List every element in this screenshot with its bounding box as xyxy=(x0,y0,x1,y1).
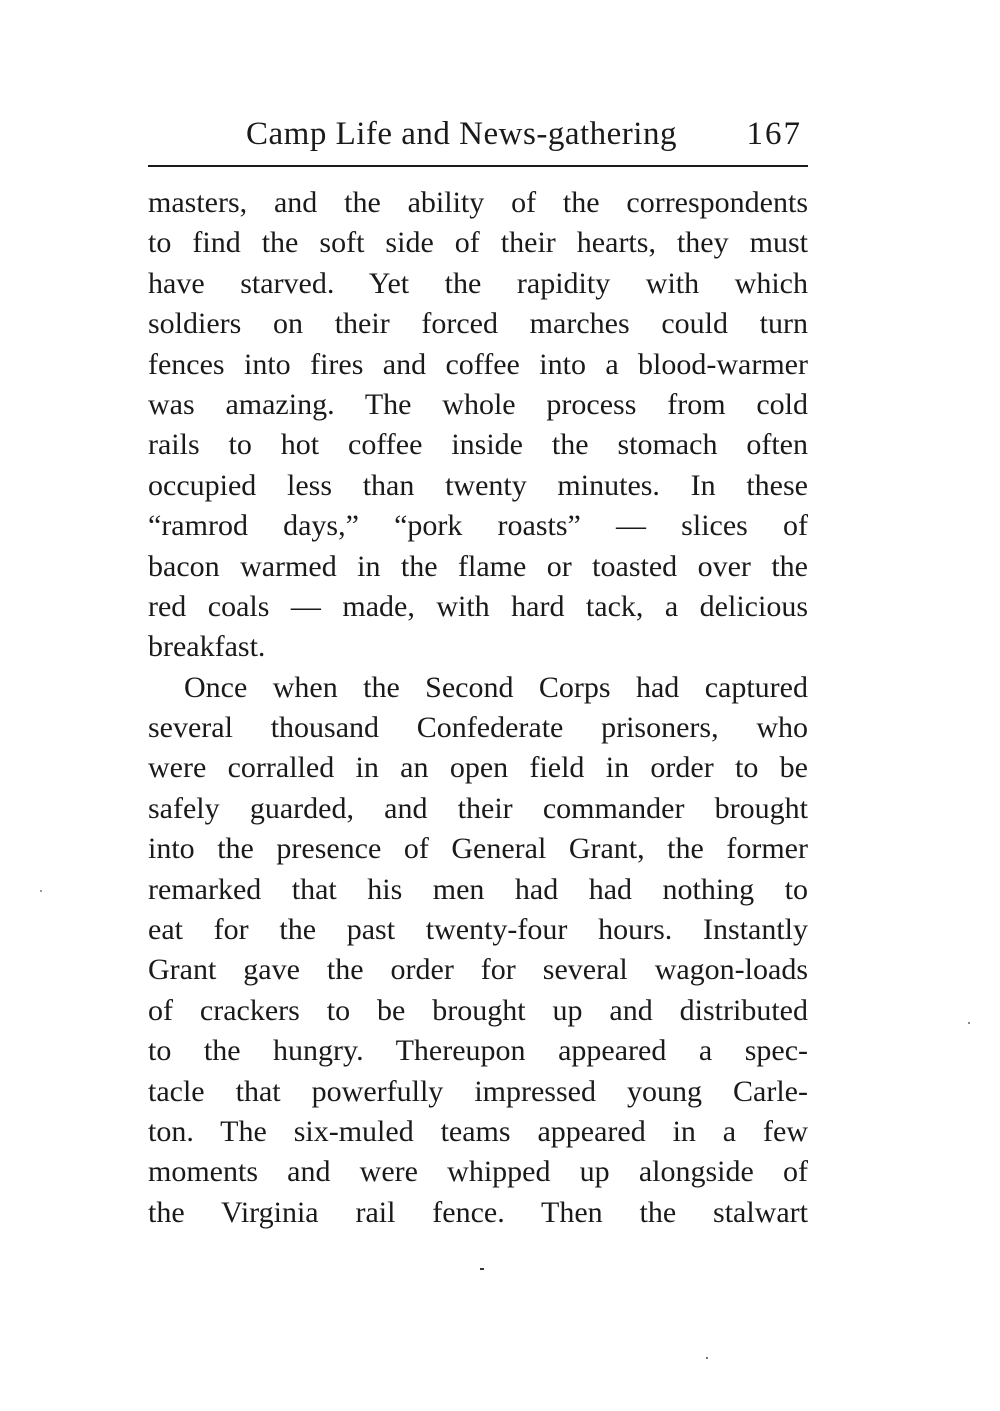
scan-speck xyxy=(40,890,42,892)
text-line: to the hungry. Thereupon appeared a spec- xyxy=(148,1034,808,1068)
text-line: the Virginia rail fence. Then the stalwart xyxy=(148,1195,808,1229)
text-line: fences into fires and coffee into a blood-warmer xyxy=(148,347,808,381)
scan-speck xyxy=(480,1268,484,1270)
text-line: to find the soft side of their hearts, they must xyxy=(148,226,808,260)
text-line: rails to hot coffee inside the stomach often xyxy=(148,428,808,462)
text-line: safely guarded, and their commander brought xyxy=(148,791,808,825)
text-line: was amazing. The whole process from cold xyxy=(148,387,808,421)
text-line: red coals — made, with hard tack, a delicious xyxy=(148,589,808,623)
text-line: remarked that his men had had nothing to xyxy=(148,872,808,906)
text-line: occupied less than twenty minutes. In these xyxy=(148,468,808,502)
text-line: masters, and the ability of the correspondents xyxy=(148,186,808,219)
running-head-title: Camp Life and News-gathering xyxy=(246,116,677,152)
header-rule xyxy=(148,165,808,167)
text-line: moments and were whipped up alongside of xyxy=(148,1155,808,1189)
text-line: ton. The six-muled teams appeared in a few xyxy=(148,1114,808,1148)
scan-speck xyxy=(968,1022,970,1024)
scan-speck xyxy=(706,1357,708,1359)
text-line: of crackers to be brought up and distributed xyxy=(148,993,808,1027)
body-text xyxy=(148,183,808,1233)
text-line: tacle that powerfully impressed young Carle- xyxy=(148,1074,808,1108)
text-line: eat for the past twenty-four hours. Instantly xyxy=(148,913,808,947)
text-line: have starved. Yet the rapidity with which xyxy=(148,266,808,300)
paragraph-start-line: Once when the Second Corps had captured xyxy=(184,670,808,704)
text-line: soldiers on their forced marches could turn xyxy=(148,307,808,341)
text-line: “ramrod days,” “pork roasts” — slices of xyxy=(148,509,808,543)
page-number: 167 xyxy=(746,116,802,152)
text-line: breakfast. xyxy=(148,630,266,664)
text-line: several thousand Confederate prisoners, who xyxy=(148,711,808,745)
text-line: Grant gave the order for several wagon-loads xyxy=(148,953,808,987)
text-line: were corralled in an open field in order to be xyxy=(148,751,808,785)
text-line: into the presence of General Grant, the former xyxy=(148,832,808,866)
running-head xyxy=(148,110,808,158)
text-line: bacon warmed in the flame or toasted over the xyxy=(148,549,808,583)
